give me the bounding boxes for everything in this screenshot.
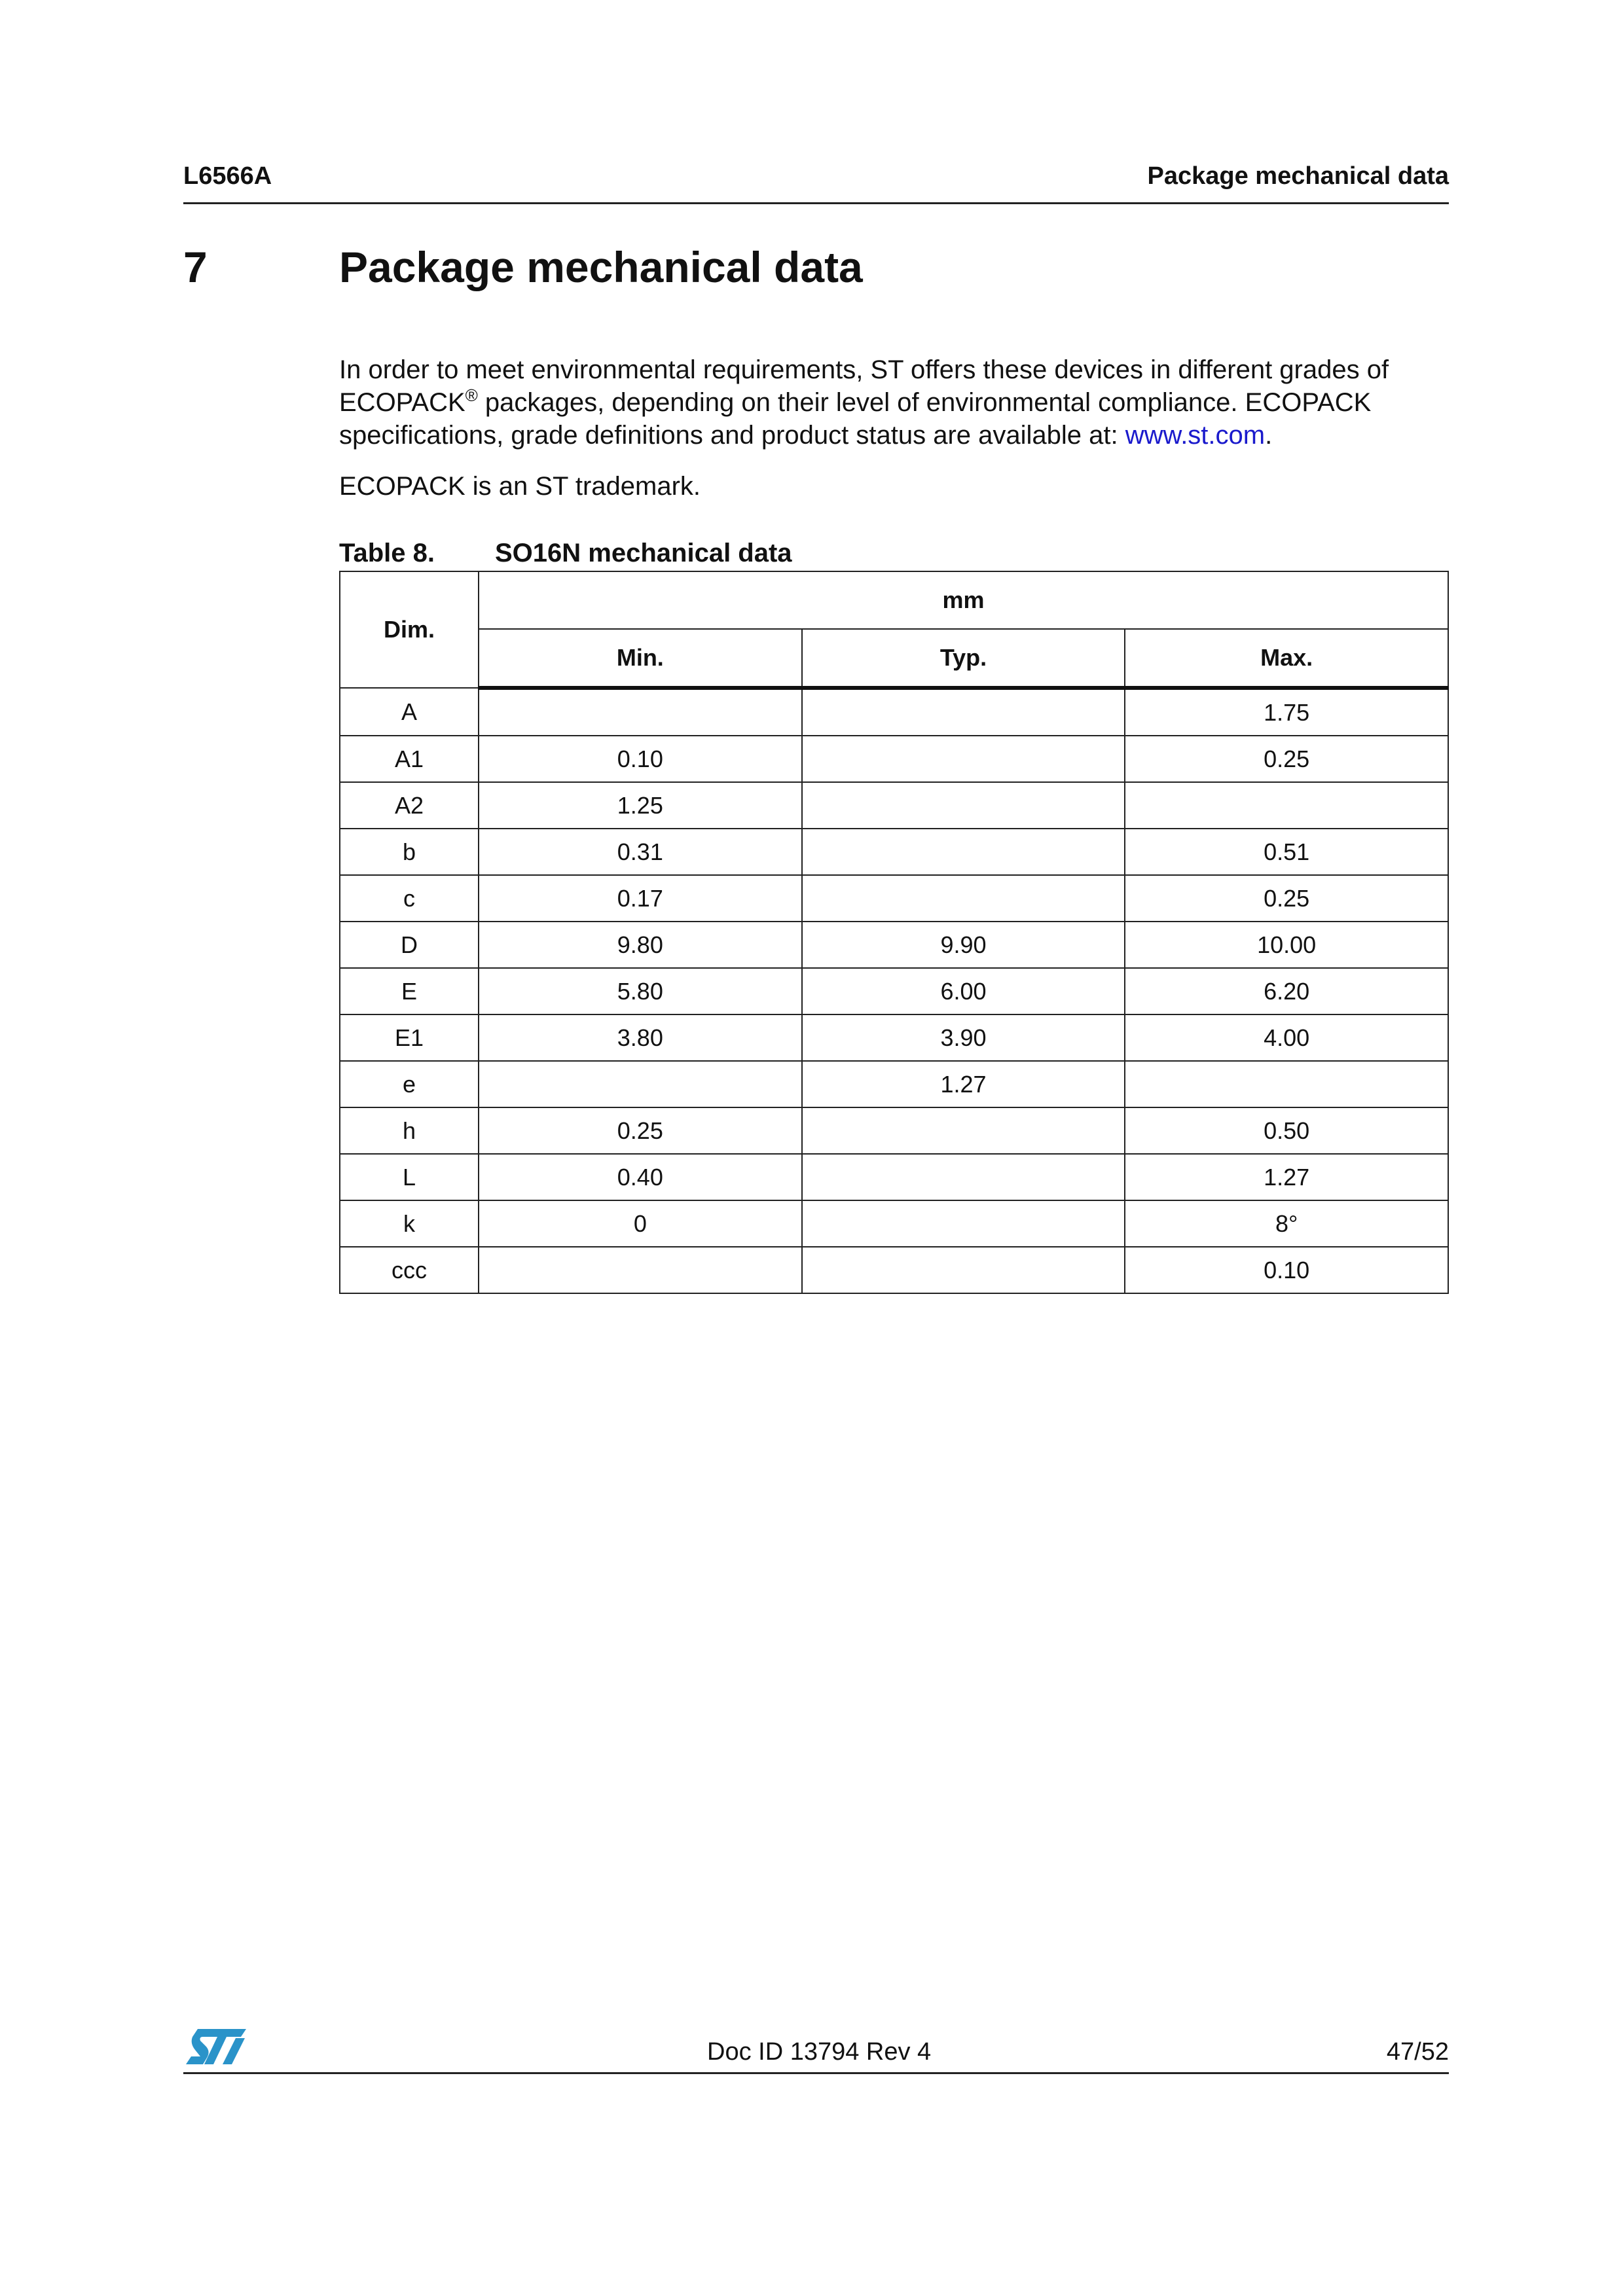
intro-text-1: In order to meet environmental requirements, ST offers these devices in different grades of ECOPACK <box>339 355 1389 417</box>
header-section-title: Package mechanical data <box>1147 162 1449 190</box>
cell-typ <box>802 782 1125 829</box>
cell-max <box>1125 1061 1448 1107</box>
cell-dim: e <box>340 1061 479 1107</box>
cell-typ <box>802 688 1125 736</box>
st-logo-icon <box>183 2025 249 2068</box>
header-typ: Typ. <box>802 629 1125 688</box>
trademark-note: ECOPACK is an ST trademark. <box>339 472 701 501</box>
cell-min: 5.80 <box>479 968 802 1014</box>
table-caption-number: Table 8. <box>339 539 435 567</box>
table-row <box>340 1014 1448 1061</box>
cell-min: 0.10 <box>479 736 802 782</box>
table-row <box>340 1154 1448 1200</box>
cell-min: 1.25 <box>479 782 802 829</box>
table-row <box>340 782 1448 829</box>
header-divider <box>183 202 1449 204</box>
table-row <box>340 688 1448 736</box>
cell-max: 0.51 <box>1125 829 1448 875</box>
cell-typ <box>802 1107 1125 1154</box>
cell-max: 0.25 <box>1125 875 1448 922</box>
st-website-link[interactable]: www.st.com <box>1125 421 1266 450</box>
cell-max: 0.50 <box>1125 1107 1448 1154</box>
footer-page-number: 47/52 <box>1386 2038 1449 2066</box>
cell-min: 9.80 <box>479 922 802 968</box>
table-row <box>340 922 1448 968</box>
footer-divider <box>183 2072 1449 2074</box>
intro-text-2: packages, depending on their level of environmental compliance. ECOPACK specifications, grade definitions and product status are available at: <box>339 388 1372 450</box>
table-caption-title: SO16N mechanical data <box>495 539 792 567</box>
cell-dim: b <box>340 829 479 875</box>
cell-max: 1.27 <box>1125 1154 1448 1200</box>
cell-min: 0.40 <box>479 1154 802 1200</box>
intro-text-3: . <box>1265 421 1273 450</box>
cell-dim: A2 <box>340 782 479 829</box>
cell-min: 3.80 <box>479 1014 802 1061</box>
cell-min <box>479 688 802 736</box>
cell-typ <box>802 1200 1125 1247</box>
table-row <box>340 1107 1448 1154</box>
cell-typ: 6.00 <box>802 968 1125 1014</box>
cell-dim: E <box>340 968 479 1014</box>
cell-dim: E1 <box>340 1014 479 1061</box>
cell-max <box>1125 782 1448 829</box>
section-title: Package mechanical data <box>339 243 863 291</box>
cell-max: 0.25 <box>1125 736 1448 782</box>
cell-typ <box>802 736 1125 782</box>
cell-dim: ccc <box>340 1247 479 1293</box>
cell-dim: h <box>340 1107 479 1154</box>
header-unit: mm <box>479 571 1448 629</box>
cell-dim: A1 <box>340 736 479 782</box>
cell-min: 0.25 <box>479 1107 802 1154</box>
cell-max: 4.00 <box>1125 1014 1448 1061</box>
table-row <box>340 875 1448 922</box>
cell-dim: A <box>340 688 479 736</box>
cell-dim: D <box>340 922 479 968</box>
header-min: Min. <box>479 629 802 688</box>
table-row <box>340 1061 1448 1107</box>
cell-dim: c <box>340 875 479 922</box>
cell-typ <box>802 1154 1125 1200</box>
cell-typ: 1.27 <box>802 1061 1125 1107</box>
cell-dim: L <box>340 1154 479 1200</box>
cell-typ <box>802 829 1125 875</box>
cell-typ <box>802 875 1125 922</box>
cell-max: 1.75 <box>1125 688 1448 736</box>
cell-dim: k <box>340 1200 479 1247</box>
cell-min: 0 <box>479 1200 802 1247</box>
cell-max: 6.20 <box>1125 968 1448 1014</box>
section-number: 7 <box>183 243 208 291</box>
cell-typ: 9.90 <box>802 922 1125 968</box>
header-product-name: L6566A <box>183 162 272 190</box>
cell-typ: 3.90 <box>802 1014 1125 1061</box>
cell-max: 10.00 <box>1125 922 1448 968</box>
mechanical-data-table <box>339 571 1449 1294</box>
table-row <box>340 829 1448 875</box>
cell-min <box>479 1247 802 1293</box>
table-row <box>340 968 1448 1014</box>
header-max: Max. <box>1125 629 1448 688</box>
table-row <box>340 1247 1448 1293</box>
header-dim: Dim. <box>340 571 479 688</box>
cell-min: 0.17 <box>479 875 802 922</box>
cell-max: 0.10 <box>1125 1247 1448 1293</box>
intro-paragraph <box>339 353 1452 452</box>
cell-max: 8° <box>1125 1200 1448 1247</box>
table-row <box>340 736 1448 782</box>
cell-typ <box>802 1247 1125 1293</box>
cell-min: 0.31 <box>479 829 802 875</box>
footer-doc-id: Doc ID 13794 Rev 4 <box>707 2038 932 2066</box>
table-row <box>340 1200 1448 1247</box>
registered-mark: ® <box>465 386 478 405</box>
cell-min <box>479 1061 802 1107</box>
